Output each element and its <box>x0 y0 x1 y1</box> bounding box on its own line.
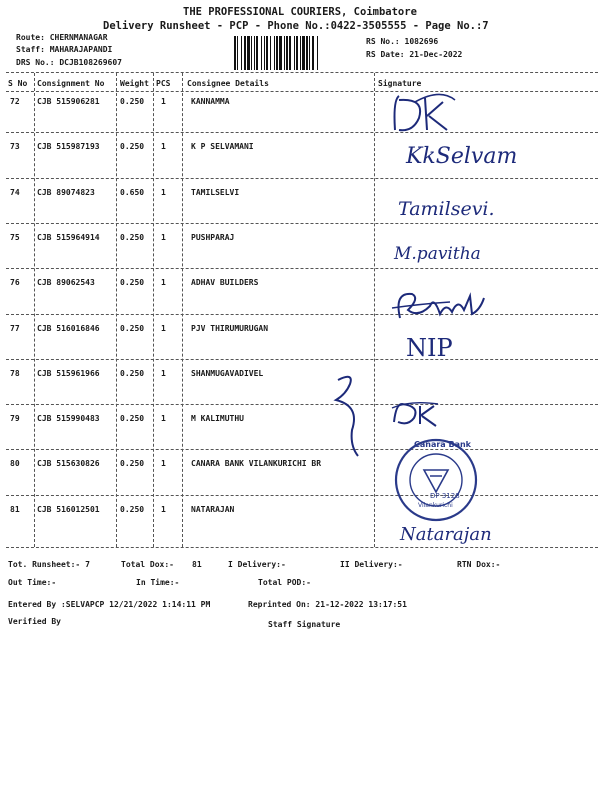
barcode-bar <box>309 36 310 70</box>
row-weight: 0.250 <box>120 459 145 468</box>
row-consignment-no: CJB 515990483 <box>37 414 100 423</box>
row-sno: 75 <box>10 233 20 242</box>
col-signature: Signature <box>378 79 422 88</box>
row-divider <box>6 223 598 224</box>
row-consignee: TAMILSELVI <box>191 188 240 197</box>
row-sno: 79 <box>10 414 20 423</box>
barcode-bar <box>276 36 278 70</box>
barcode-bar <box>274 36 275 70</box>
signature-row-81: Natarajan <box>400 524 492 545</box>
row-divider <box>6 404 598 405</box>
signature-row-72 <box>385 90 465 144</box>
stamp-code: DP 3128 <box>430 492 460 500</box>
barcode-bar <box>317 36 318 70</box>
col-divider <box>182 73 183 547</box>
staff-label: Staff: MAHARAJAPANDI <box>16 45 113 54</box>
rtn-dox: RTN Dox:- <box>457 560 501 569</box>
signature-row-76 <box>390 288 490 332</box>
drs-number: DRS No.: DCJB108269607 <box>16 58 122 67</box>
row-pcs: 1 <box>161 142 166 151</box>
row-consignment-no: CJB 516012501 <box>37 505 100 514</box>
row-consignment-no: CJB 515961966 <box>37 369 100 378</box>
barcode-bar <box>244 36 246 70</box>
row-consignee: M KALIMUTHU <box>191 414 244 423</box>
row-sno: 80 <box>10 459 20 468</box>
barcode-bar <box>294 36 295 70</box>
barcode-bar <box>286 36 288 70</box>
row-pcs: 1 <box>161 278 166 287</box>
table-top-rule <box>6 72 598 73</box>
barcode-bar <box>264 36 265 70</box>
barcode-bar <box>241 36 242 70</box>
row-sno: 74 <box>10 188 20 197</box>
row-consignee: K P SELVAMANI <box>191 142 254 151</box>
barcode-bar <box>289 36 291 70</box>
rs-number: RS No.: 1082696 <box>366 37 439 46</box>
col-divider <box>116 73 117 547</box>
row-weight: 0.250 <box>120 505 145 514</box>
col-sno: S No <box>8 79 28 88</box>
row-sno: 77 <box>10 324 20 333</box>
row-divider <box>6 268 598 269</box>
row-pcs: 1 <box>161 188 166 197</box>
table-bottom-rule <box>6 547 598 548</box>
barcode-bar <box>300 36 301 70</box>
total-pod: Total POD:- <box>258 578 311 587</box>
row-pcs: 1 <box>161 97 166 106</box>
row-pcs: 1 <box>161 324 166 333</box>
row-pcs: 1 <box>161 505 166 514</box>
col-consignment: Consignment No <box>37 79 105 88</box>
row-consignee: ADHAV BUILDERS <box>191 278 259 287</box>
barcode-bar <box>284 36 285 70</box>
barcode-bar <box>296 36 298 70</box>
barcode-bar <box>279 36 282 70</box>
signature-row-77: NIP <box>406 334 453 362</box>
barcode-bar <box>247 36 250 70</box>
row-divider <box>6 314 598 315</box>
row-consignment-no: CJB 515906281 <box>37 97 100 106</box>
row-divider <box>6 495 598 496</box>
row-consignment-no: CJB 89074823 <box>37 188 95 197</box>
row-sno: 81 <box>10 505 20 514</box>
route-label: Route: CHERNMANAGAR <box>16 33 108 42</box>
barcode-bar <box>254 36 255 70</box>
rs-date: RS Date: 21-Dec-2022 <box>366 50 463 59</box>
staff-signature-label: Staff Signature <box>268 620 341 629</box>
row-consignment-no: CJB 516016846 <box>37 324 100 333</box>
row-consignee: PUSHPARAJ <box>191 233 235 242</box>
row-consignment-no: CJB 515964914 <box>37 233 100 242</box>
row-weight: 0.250 <box>120 278 145 287</box>
row-divider <box>6 359 598 360</box>
company-name: THE PROFESSIONAL COURIERS, Coimbatore <box>183 6 417 18</box>
header-rule <box>6 91 598 92</box>
row-weight: 0.250 <box>120 414 145 423</box>
barcode-bar <box>270 36 271 70</box>
barcode-bar <box>312 36 314 70</box>
barcode-bar <box>237 36 238 70</box>
entered-by: Entered By :SELVAPCP 12/21/2022 1:14:11 PM <box>8 600 211 609</box>
row-weight: 0.650 <box>120 188 145 197</box>
row-sno: 73 <box>10 142 20 151</box>
barcode-bar <box>306 36 308 70</box>
row-sno: 76 <box>10 278 20 287</box>
row-divider <box>6 178 598 179</box>
row-weight: 0.250 <box>120 369 145 378</box>
stamp-branch: Vilankurichi <box>418 502 453 509</box>
signature-row-75: M.pavitha <box>394 244 481 264</box>
row-divider <box>6 449 598 450</box>
col-divider <box>374 73 375 547</box>
col-pcs: PCS <box>156 79 171 88</box>
row-pcs: 1 <box>161 459 166 468</box>
signature-row-73: KkSelvam <box>406 144 518 169</box>
col-divider <box>34 73 35 547</box>
total-dox-value: 81 <box>192 560 202 569</box>
row-weight: 0.250 <box>120 324 145 333</box>
row-sno: 72 <box>10 97 20 106</box>
barcode-bar <box>251 36 252 70</box>
barcode-bar <box>234 36 236 70</box>
col-consignee: Consignee Details <box>187 79 269 88</box>
row-consignment-no: CJB 515987193 <box>37 142 100 151</box>
i-delivery: I Delivery:- <box>228 560 286 569</box>
row-pcs: 1 <box>161 369 166 378</box>
row-consignment-no: CJB 515630826 <box>37 459 100 468</box>
row-consignee: PJV THIRUMURUGAN <box>191 324 269 333</box>
out-time: Out Time:- <box>8 578 57 587</box>
barcode <box>232 36 358 70</box>
verified-by: Verified By <box>8 617 61 626</box>
row-weight: 0.250 <box>120 142 145 151</box>
col-weight: Weight <box>120 79 149 88</box>
tot-runsheet: Tot. Runsheet:- 7 <box>8 560 90 569</box>
row-consignee: CANARA BANK VILANKURICHI BR <box>191 459 322 468</box>
row-weight: 0.250 <box>120 233 145 242</box>
row-sno: 78 <box>10 369 20 378</box>
barcode-bar <box>266 36 268 70</box>
runsheet-subtitle: Delivery Runsheet - PCP - Phone No.:0422-3505555 - Page No.:7 <box>103 20 489 32</box>
row-consignee: KANNAMMA <box>191 97 230 106</box>
row-divider <box>6 132 598 133</box>
signature-row-79 <box>390 400 450 434</box>
col-divider <box>153 73 154 547</box>
reprinted-on: Reprinted On: 21-12-2022 13:17:51 <box>248 600 407 609</box>
barcode-bar <box>261 36 262 70</box>
row-consignment-no: CJB 89062543 <box>37 278 95 287</box>
signature-row-74: Tamilsevi. <box>398 198 495 220</box>
barcode-bar <box>302 36 305 70</box>
row-weight: 0.250 <box>120 97 145 106</box>
total-dox-label: Total Dox:- <box>121 560 174 569</box>
row-pcs: 1 <box>161 414 166 423</box>
ii-delivery: II Delivery:- <box>340 560 403 569</box>
stamp-bank-name: Canara Bank <box>414 440 472 449</box>
row-consignee: NATARAJAN <box>191 505 235 514</box>
row-pcs: 1 <box>161 233 166 242</box>
signature-row-78-bracket <box>330 370 370 464</box>
row-consignee: SHANMUGAVADIVEL <box>191 369 264 378</box>
in-time: In Time:- <box>136 578 180 587</box>
barcode-bar <box>256 36 258 70</box>
